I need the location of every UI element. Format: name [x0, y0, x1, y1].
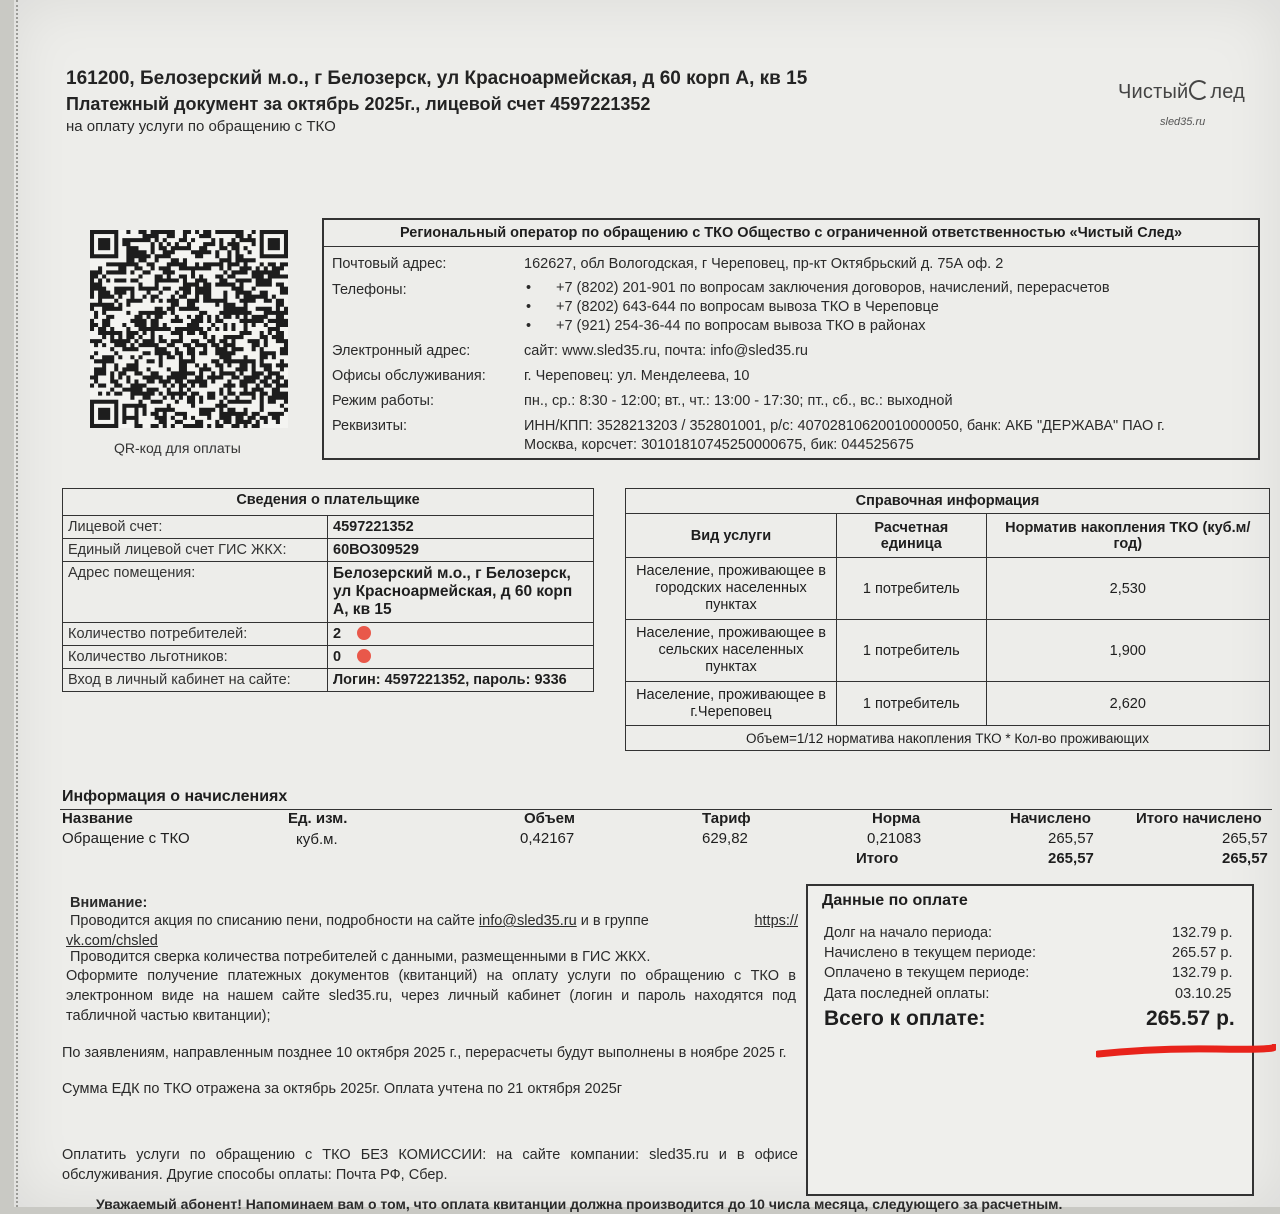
payer-row-label: Количество льготников:: [63, 646, 328, 669]
ref-service: Население, проживающее в г.Череповец: [626, 682, 837, 726]
qr-caption: QR-код для оплаты: [114, 440, 241, 456]
table-row: [626, 682, 1270, 726]
payment-row-value: 132.79 р.: [1172, 925, 1233, 941]
phone-item: • +7 (8202) 643-644 по вопросам вывоза ТКО в Череповце: [556, 299, 939, 315]
phone-item: • +7 (921) 254-36-44 по вопросам вывоза ТКО в районах: [556, 318, 926, 334]
payment-total-label: Всего к оплате:: [824, 1007, 986, 1030]
charges-total-total: 265,57: [1222, 850, 1268, 867]
payer-row-value: 4597221352: [328, 516, 594, 539]
payer-row-value-cell: [328, 646, 594, 669]
attention-label: Внимание:: [70, 895, 148, 911]
logo-text-left: Чистый: [1118, 81, 1189, 103]
email-value: сайт: www.sled35.ru, почта: info@sled35.ru: [524, 343, 808, 359]
charge-total-charged: 265,57: [1222, 830, 1268, 847]
payer-row-label: Вход в личный кабинет на сайте:: [63, 669, 328, 692]
offices-label: Офисы обслуживания:: [332, 368, 486, 384]
payment-row-label: Оплачено в текущем периоде:: [824, 965, 1030, 981]
charge-tariff: 629,82: [702, 830, 748, 847]
payer-table: [62, 488, 594, 692]
charges-header-unit: Ед. изм.: [288, 810, 348, 827]
payer-title: Сведения о плательщике: [63, 489, 594, 516]
payer-row-value: 60ВО309529: [328, 539, 594, 562]
red-dot-icon: [357, 626, 371, 640]
perforation-line: [16, 0, 18, 1207]
payer-row-value-cell: [328, 623, 594, 646]
logo-s-icon: [1189, 80, 1209, 100]
charge-charged: 265,57: [1048, 830, 1094, 847]
header-document-title: Платежный документ за октябрь 2025г., лицевой счет 4597221352: [66, 94, 651, 114]
hours-value: пн., ср.: 8:30 - 12:00; вт., чт.: 13:00 - 17:30; пт., сб., вс.: выходной: [524, 393, 953, 409]
details-label: Реквизиты:: [332, 418, 408, 434]
payment-row-label: Начислено в текущем периоде:: [824, 945, 1036, 961]
note-promo-text: Проводится акция по списанию пени, подробности на сайте: [70, 913, 475, 929]
payer-row-value: Логин: 4597221352, пароль: 9336: [328, 669, 594, 692]
charges-header-charged: Начислено: [1010, 810, 1091, 827]
logo-text-right: лед: [1210, 81, 1246, 103]
hours-label: Режим работы:: [332, 393, 435, 409]
ref-unit: 1 потребитель: [837, 682, 987, 726]
table-row: [626, 620, 1270, 682]
table-row: [63, 623, 594, 646]
charges-total-charged: 265,57: [1048, 850, 1094, 867]
payer-row-value: Белозерский м.о., г Белозерск, ул Красноармейская, д 60 корп А, кв 15: [328, 562, 594, 623]
note-bottom: Уважаемый абонент! Напоминаем вам о том, что оплата квитанции должна производится до 10 числа месяца, следующего за расчетным.: [96, 1196, 1063, 1212]
note-recalculation: По заявлениям, направленным позднее 10 октября 2025 г., перерасчеты будут выполнены в ноябре 2025 г.: [62, 1045, 787, 1061]
reference-table: [625, 488, 1270, 751]
phone-item: • +7 (8202) 201-901 по вопросам заключения договоров, начислений, перерасчетов: [556, 280, 1110, 296]
beneficiaries-count: 0: [333, 649, 342, 665]
details-value-1: ИНН/КПП: 3528213203 / 352801001, р/с: 40702810620010000050, банк: АКБ "ДЕРЖАВА" ПАО г.: [524, 418, 1165, 434]
ref-norm: 2,620: [986, 682, 1269, 726]
company-logo: [1118, 80, 1245, 104]
note-reconciliation: Проводится сверка количества потребителей с данными, размещенными в ГИС ЖКХ.: [70, 949, 651, 965]
ref-unit: 1 потребитель: [837, 620, 987, 682]
payment-row-label: Дата последней оплаты:: [824, 986, 990, 1002]
payer-row-label: Адрес помещения:: [63, 562, 328, 623]
payment-row-value: 265.57 р.: [1172, 945, 1233, 961]
note-payment-methods: Оплатить услуги по обращению с ТКО БЕЗ КОМИССИИ: на сайте компании: sled35.ru и в офисе обслуживания. Другие способы оплаты: Почта РФ, Сбер.: [62, 1147, 798, 1183]
charges-header-total: Итого начислено: [1136, 810, 1262, 827]
charges-header-norm: Норма: [872, 810, 921, 827]
charges-header-volume: Объем: [524, 810, 575, 827]
charge-volume: 0,42167: [520, 830, 575, 847]
postal-label: Почтовый адрес:: [332, 256, 447, 272]
note-promo: [66, 911, 798, 951]
header-subtitle: на оплату услуги по обращению с ТКО: [66, 118, 336, 135]
charges-header-tariff: Тариф: [702, 810, 751, 827]
charges-header-name: Название: [62, 810, 133, 827]
logo-site: sled35.ru: [1160, 116, 1206, 128]
charge-norm: 0,21083: [867, 830, 922, 847]
payment-total-value: 265.57 р.: [1146, 1007, 1235, 1030]
table-row: [63, 646, 594, 669]
offices-value: г. Череповец: ул. Менделеева, 10: [524, 368, 750, 384]
table-row: [626, 558, 1270, 620]
operator-title: Региональный оператор по обращению с ТКО Общество с ограниченной ответственностью «Чистый След»: [324, 220, 1258, 247]
ref-unit: 1 потребитель: [837, 558, 987, 620]
table-row: [63, 669, 594, 692]
table-row: [63, 539, 594, 562]
reference-title: Справочная информация: [626, 489, 1270, 514]
ref-service: Население, проживающее в сельских населенных пунктах: [626, 620, 837, 682]
payment-title: Данные по оплате: [822, 892, 968, 909]
charges-total-label: Итого: [856, 850, 899, 867]
ref-header-norm: Норматив накопления ТКО (куб.м/год): [986, 514, 1269, 558]
header-address: 161200, Белозерский м.о., г Белозерск, ул Красноармейская, д 60 корп А, кв 15: [66, 68, 808, 89]
red-underline-mark: [1096, 1044, 1276, 1058]
charge-name: Обращение с ТКО: [62, 830, 190, 847]
payment-row-value: 03.10.25: [1175, 986, 1232, 1002]
email-link[interactable]: info@sled35.ru: [478, 913, 577, 929]
payer-row-label: Лицевой счет:: [63, 516, 328, 539]
table-row: [63, 562, 594, 623]
charges-title: Информация о начислениях: [62, 788, 288, 805]
ref-header-unit: Расчетная единица: [837, 514, 987, 558]
note-electronic: Оформите получение платежных документов (квитанций) на оплату услуги по обращению с ТКО в электронном виде на нашем сайте sled35.ru, через личный кабинет (логин и пароль находятся под табличной частью квитанции);: [66, 968, 796, 1024]
note-edk: Сумма ЕДК по ТКО отражена за октябрь 2025г. Оплата учтена по 21 октября 2025г: [62, 1081, 623, 1097]
ref-service: Население, проживающее в городских населенных пунктах: [626, 558, 837, 620]
ref-norm: 1,900: [986, 620, 1269, 682]
details-value-2: Москва, корсчет: 30101810745250000675, бик: 044525675: [524, 437, 914, 453]
vk-link-part2[interactable]: vk.com/chsled: [66, 933, 158, 949]
reference-footer: Объем=1/12 норматива накопления ТКО * Кол-во проживающих: [626, 726, 1270, 751]
note-promo-text-2: и в группе: [580, 913, 649, 929]
red-dot-icon: [357, 649, 371, 663]
payment-row-value: 132.79 р.: [1172, 965, 1233, 981]
payer-row-label: Единый лицевой счет ГИС ЖКХ:: [63, 539, 328, 562]
vk-link-part1[interactable]: https://: [754, 913, 798, 929]
ref-norm: 2,530: [986, 558, 1269, 620]
email-label: Электронный адрес:: [332, 343, 471, 359]
ref-header-service: Вид услуги: [626, 514, 837, 558]
postal-value: 162627, обл Вологодская, г Череповец, пр-кт Октябрьский д. 75А оф. 2: [524, 256, 1004, 272]
qr-code-icon: [90, 230, 288, 428]
phones-label: Телефоны:: [332, 282, 407, 298]
consumers-count: 2: [333, 626, 342, 642]
payment-row-label: Долг на начало периода:: [824, 925, 993, 941]
charge-unit: куб.м.: [296, 831, 338, 848]
payer-row-label: Количество потребителей:: [63, 623, 328, 646]
table-row: [63, 516, 594, 539]
